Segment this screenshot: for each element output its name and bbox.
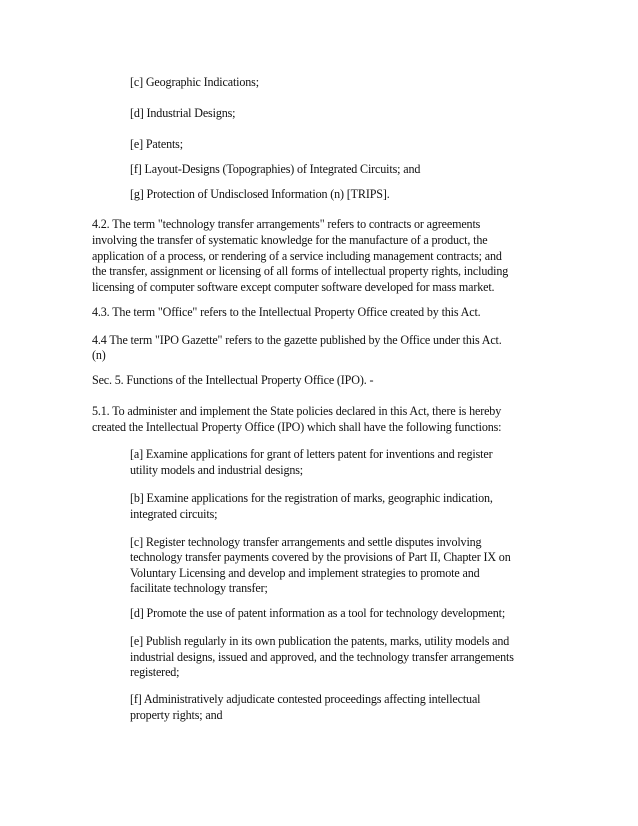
function-item-b-line: integrated circuits;	[130, 507, 218, 521]
function-item-a-line: [a] Examine applications for grant of letters patent for inventions and register	[130, 447, 493, 461]
list-item-patents: [e] Patents;	[130, 137, 183, 151]
section-5-1-line: 5.1. To administer and implement the State policies declared in this Act, there is hereby	[92, 404, 502, 418]
list-item-undisclosed-information: [g] Protection of Undisclosed Information (n) [TRIPS].	[130, 187, 390, 201]
section-4-2-line: involving the transfer of systematic knowledge for the manufacture of a product, the	[92, 233, 488, 247]
section-4-4-line: 4.4 The term "IPO Gazette" refers to the gazette published by the Office under this Act.	[92, 333, 502, 347]
function-item-c-line: facilitate technology transfer;	[130, 581, 268, 595]
list-item-geographic-indications: [c] Geographic Indications;	[130, 75, 259, 89]
section-4-3: 4.3. The term "Office" refers to the Intellectual Property Office created by this Act.	[92, 305, 481, 319]
function-item-a-line: utility models and industrial designs;	[130, 463, 304, 477]
function-item-e-line: [e] Publish regularly in its own publication the patents, marks, utility models and	[130, 634, 510, 648]
list-item-industrial-designs: [d] Industrial Designs;	[130, 106, 236, 120]
section-5-1-line: created the Intellectual Property Office (IPO) which shall have the following functions:	[92, 420, 502, 434]
section-4-2-line: 4.2. The term "technology transfer arrangements" refers to contracts or agreements	[92, 217, 481, 231]
section-4-2-line: licensing of computer software except computer software developed for mass market.	[92, 280, 495, 294]
function-item-c-line: technology transfer payments covered by the provisions of Part II, Chapter IX on	[130, 550, 511, 564]
function-item-e-line: industrial designs, issued and approved, and the technology transfer arrangements	[130, 650, 514, 664]
function-item-d-line: [d] Promote the use of patent information as a tool for technology development;	[130, 606, 506, 620]
function-item-c-line: [c] Register technology transfer arrangements and settle disputes involving	[130, 535, 482, 549]
function-item-b-line: [b] Examine applications for the registration of marks, geographic indication,	[130, 491, 493, 505]
section-5-heading: Sec. 5. Functions of the Intellectual Property Office (IPO). -	[92, 373, 374, 387]
section-4-2-line: the transfer, assignment or licensing of all forms of intellectual property rights, including	[92, 264, 509, 278]
function-item-e-line: registered;	[130, 665, 180, 679]
function-item-c-line: Voluntary Licensing and develop and implement strategies to promote and	[130, 566, 480, 580]
function-item-f-line: [f] Administratively adjudicate contested proceedings affecting intellectual	[130, 692, 481, 706]
list-item-layout-designs: [f] Layout-Designs (Topographies) of Integrated Circuits; and	[130, 162, 421, 176]
section-4-4-line: (n)	[92, 348, 106, 362]
section-4-2-line: application of a process, or rendering of a service including management contracts; and	[92, 249, 502, 263]
function-item-f-line: property rights; and	[130, 708, 223, 722]
